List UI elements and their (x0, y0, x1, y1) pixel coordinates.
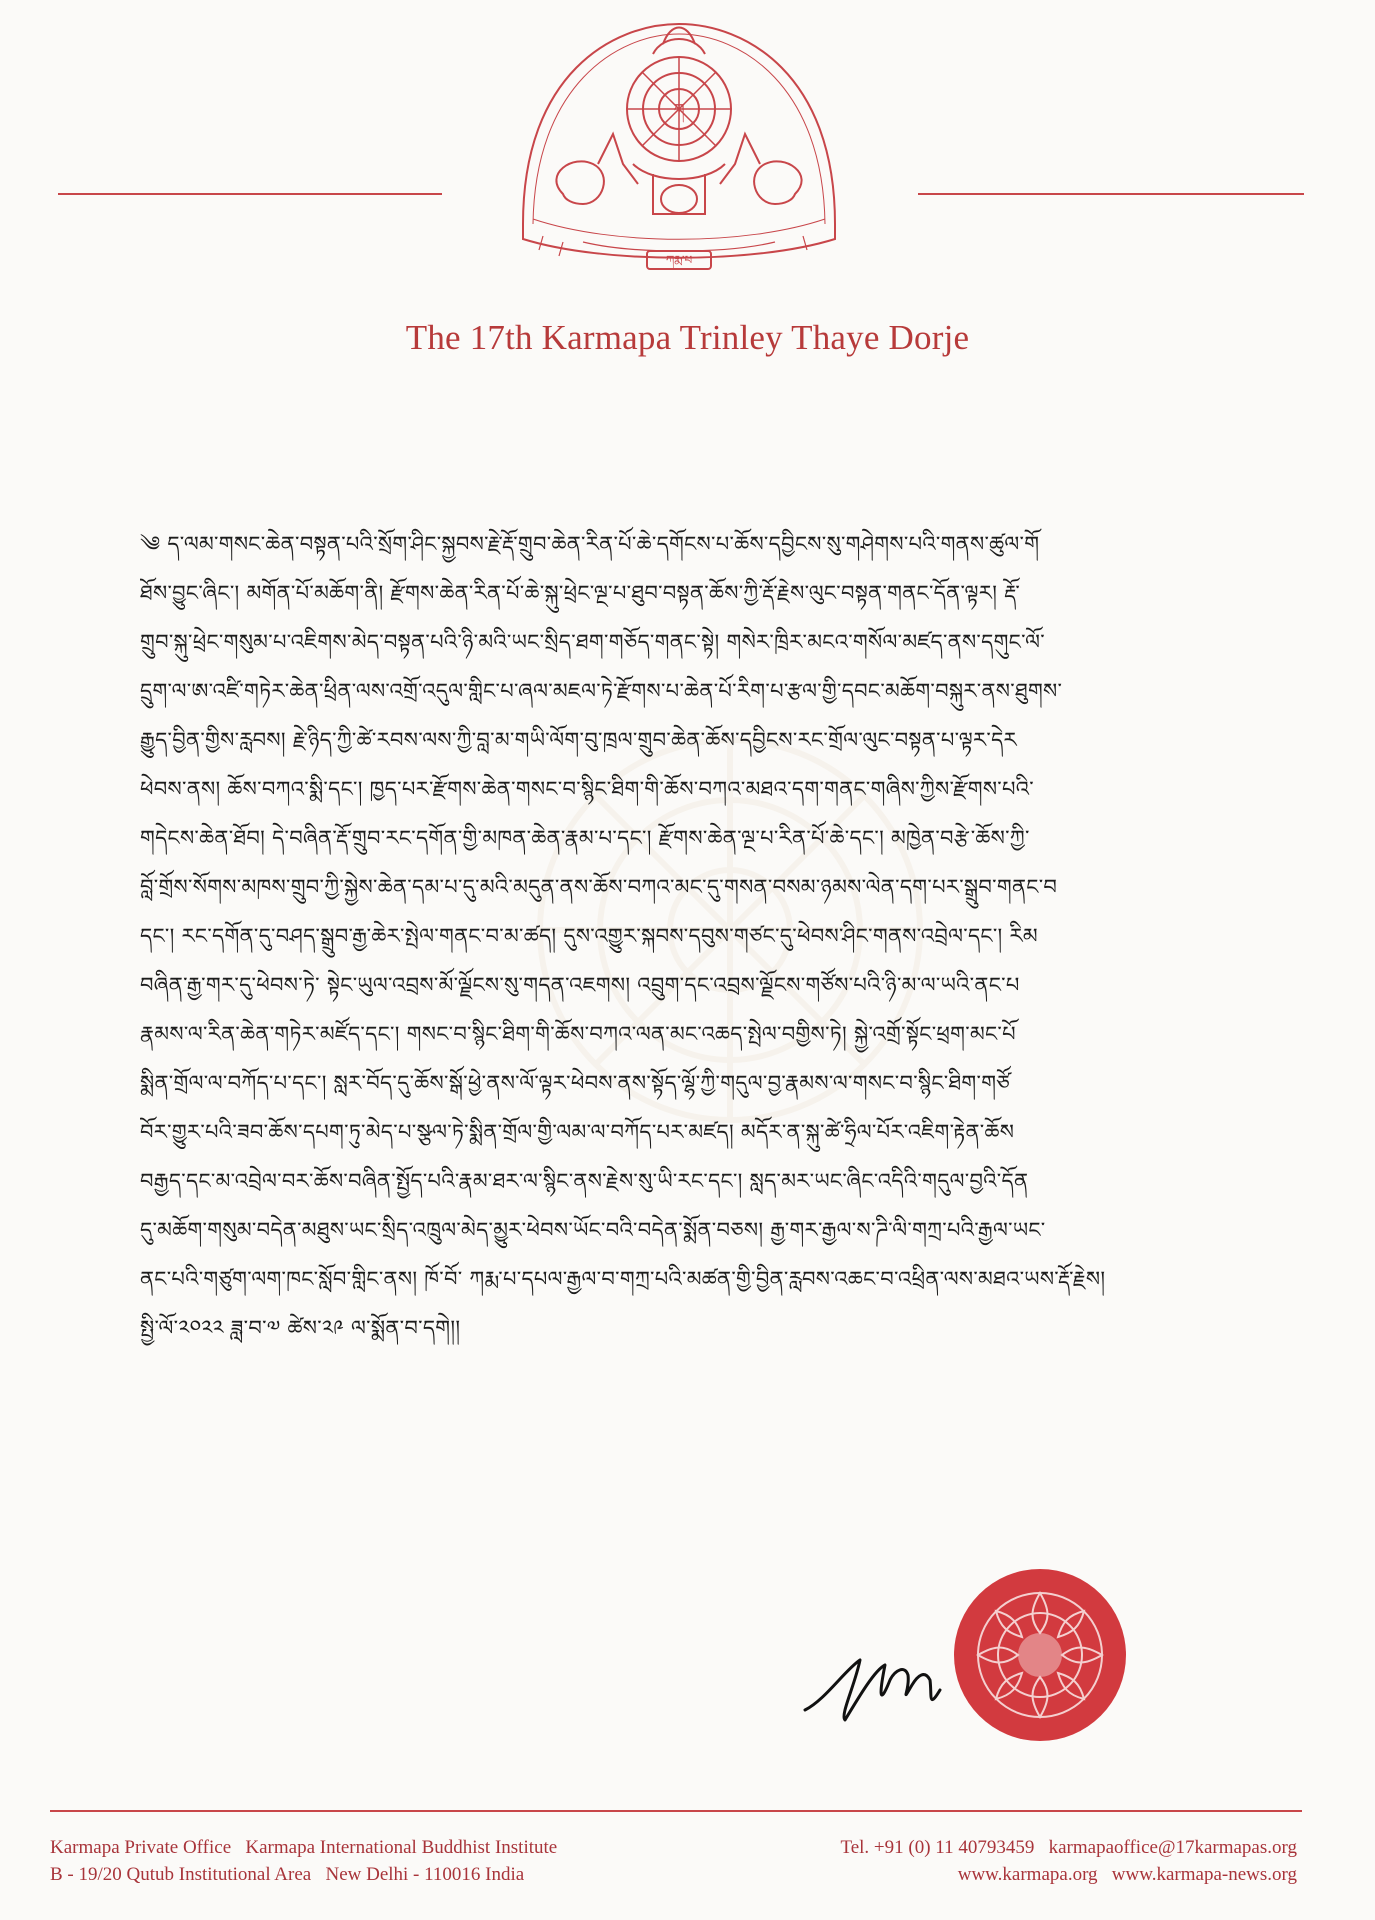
letterhead-title: The 17th Karmapa Trinley Thaye Dorje (405, 318, 970, 357)
body-line: སྨིན་གྲོལ་ལ་བཀོད་པ་དང་། སླར་བོད་དུ་ཆོས་སྒོ་ཕྱེ་ནས་ལོ་ལྟར་ཕེབས་ནས་སྟོད་ལྷོ་ཀྱི་གདུལ་བྱ་རྣམས་ལ་གསང་བ་སྙིང་ཐིག་གཙོ (140, 1071, 1010, 1095)
footer-rule (50, 1810, 1302, 1812)
dharma-wheel-emblem-icon (503, 14, 855, 296)
footer-contact-line[interactable]: Tel. +91 (0) 11 40793459 karmapaoffice@17karmapas.org (840, 1837, 1297, 1858)
body-line: དང་། རང་དགོན་དུ་བཤད་སྒྲུབ་རྒྱ་ཆེར་སྤེལ་གནང་བ་མ་ཚད། དུས་འགྱུར་སྐབས་དབུས་གཙང་དུ་ཕེབས་ཤིང་གནས་འབྲེལ་དང་། རིམ (140, 924, 1038, 948)
body-line: གདེངས་ཆེན་ཐོབ། དེ་བཞིན་རྡོ་གྲུབ་རང་དགོན་གྱི་མཁན་ཆེན་རྣམ་པ་དང་། རྫོགས་ཆེན་ལྔ་པ་རིན་པོ་ཆེ་དང་། མཁྱེན་བརྩེ་ཆོས་ཀྱི་ (140, 826, 1030, 850)
body-line: བོར་གྱུར་པའི་ཟབ་ཆོས་དཔག་ཏུ་མེད་པ་སྩལ་ཏེ་སྨིན་གྲོལ་གྱི་ལམ་ལ་བཀོད་པར་མཛད། མདོར་ན་སྐུ་ཚེ་ཧྲིལ་པོར་འཇིག་རྟེན་ཆོས (140, 1120, 1015, 1144)
body-line: ནང་པའི་གཙུག་ལག་ཁང་སློབ་གླིང་ནས། ཁོ་བོ་ ཀརྨ་པ་དཔལ་རྒྱལ་བ་གཀྲ་པའི་མཚན་གྱི་བྱིན་རླབས་འཆང་བ་འཕྲིན་ལས་མཐའ་ཡས་རྡོ་རྗེས། (140, 1267, 1106, 1291)
header-rule-left (58, 193, 442, 195)
footer-address (50, 1834, 557, 1888)
footer-office-line: Karmapa Private Office Karmapa International Buddhist Institute (50, 1837, 558, 1858)
body-line: བཞིན་རྒྱ་གར་དུ་ཕེབས་ཏེ་ སྟེང་ཡུལ་འབྲས་མོ་ལྗོངས་སུ་གདན་འཇགས། འབྲུག་དང་འབྲས་ལྗོངས་གཙོས་པའི་ཉི་མ་ལ་ཡའི་ནང་པ (140, 973, 1020, 997)
body-line: བརྒྱད་དང་མ་འབྲེལ་བར་ཆོས་བཞིན་སྤྱོད་པའི་རྣམ་ཐར་ལ་སྙིང་ནས་རྗེས་སུ་ཡི་རང་དང་། སླད་མར་ཡང་ཞིང་འདིའི་གདུལ་བྱའི་དོན (140, 1169, 1029, 1193)
footer-web-line[interactable]: www.karmapa.org www.karmapa-news.org (957, 1864, 1297, 1885)
letter-body (140, 520, 1275, 1353)
header-rule-right (918, 193, 1304, 195)
footer-contact (840, 1834, 1297, 1888)
body-line: དུ་མཆོག་གསུམ་བདེན་མཐུས་ཡང་སྲིད་འཁྲུལ་མེད་མྱུར་ཕེབས་ཡོང་བའི་བདེན་སྨོན་བཅས། རྒྱ་གར་རྒྱལ་ས་ཌི་ལི་གཀྲ་པའི་རྒྱལ་ཡང་ (140, 1218, 1046, 1242)
date-line: སྤྱི་ལོ་༢༠༢༢ ཟླ་བ་༧ ཚེས་༢༩ ལ་སྨོན་བ་དགེ།། (140, 1316, 461, 1340)
handwritten-signature-icon (800, 1640, 950, 1730)
body-line: དྲུག་ལ་ཨ་འཛི་གཏེར་ཆེན་ཕྲིན་ལས་འགྲོ་འདུལ་གླིང་པ་ཞལ་མཇལ་ཏེ་རྫོགས་པ་ཆེན་པོ་རིག་པ་རྩལ་གྱི་དབང་མཆོག་བསྐུར་ནས་ཐུགས་ (140, 679, 1063, 703)
body-line: ༄ ད་ལམ་གསང་ཆེན་བསྟན་པའི་སྲོག་ཤིང་སྐྱབས་རྗེ་རྡོ་གྲུབ་ཆེན་རིན་པོ་ཆེ་དགོངས་པ་ཆོས་དབྱིངས་སུ་གཤེགས་པའི་གནས་ཚུལ་གོ (140, 532, 1040, 556)
body-line: བློ་གྲོས་སོགས་མཁས་གྲུབ་ཀྱི་སྐྱེས་ཆེན་དམ་པ་དུ་མའི་མདུན་ནས་ཆོས་བཀའ་མང་དུ་གསན་བསམ་ཉམས་ལེན་དག་པར་སྒྲུབ་གནང་བ (140, 875, 1058, 899)
body-line: གྲུབ་སྐུ་ཕྲེང་གསུམ་པ་འཇིགས་མེད་བསྟན་པའི་ཉི་མའི་ཡང་སྲིད་ཐག་གཅོད་གནང་སྟེ། གསེར་ཁྲིར་མངའ་གསོལ་མཛད་ནས་དགུང་ལོ་ (140, 630, 1046, 654)
body-line: རྒྱུད་བྱིན་གྱིས་རླབས། རྗེ་ཉིད་ཀྱི་ཚེ་རབས་ལས་ཀྱི་བླ་མ་གཡི་ལོག་བུ་ཁྲལ་གྲུབ་ཆེན་ཆོས་དབྱིངས་རང་གྲོལ་ལུང་བསྟན་པ་ལྟར་དེར (140, 728, 1017, 752)
footer-address-line: B - 19/20 Qutub Institutional Area New Delhi - 110016 India (50, 1864, 525, 1885)
body-line: ཕེབས་ནས། ཆོས་བཀའ་སྨི་དང་། ཁྱད་པར་རྫོགས་ཆེན་གསང་བ་སྙིང་ཐིག་གི་ཆོས་བཀའ་མཐའ་དག་གནང་གཞིས་ཀྱིས་རྫོགས་པའི་ (140, 777, 1035, 801)
body-line: རྣམས་ལ་རིན་ཆེན་གཏེར་མཛོད་དང་། གསང་བ་སྙིང་ཐིག་གི་ཆོས་བཀའ་ལན་མང་འཆད་སྤེལ་བགྱིས་ཏེ། སྐྱེ་འགྲོ་སྟོང་ཕྲག་མང་པོ (140, 1022, 1016, 1046)
red-lotus-seal-icon (950, 1565, 1130, 1745)
body-line: ཐོས་བྱུང་ཞིང་། མགོན་པོ་མཆོག་ནི། རྫོགས་ཆེན་རིན་པོ་ཆེ་སྐུ་ཕྲེང་ལྔ་པ་ཐུབ་བསྟན་ཆོས་ཀྱི་རྡོ་རྗེས་ལུང་བསྟན་གནང་དོན་ལྟར། རྡོ་ (140, 581, 1021, 605)
emblem-label: ཀརྨ་པ (665, 253, 693, 267)
svg-text:ཀ: ཀ (673, 100, 685, 119)
